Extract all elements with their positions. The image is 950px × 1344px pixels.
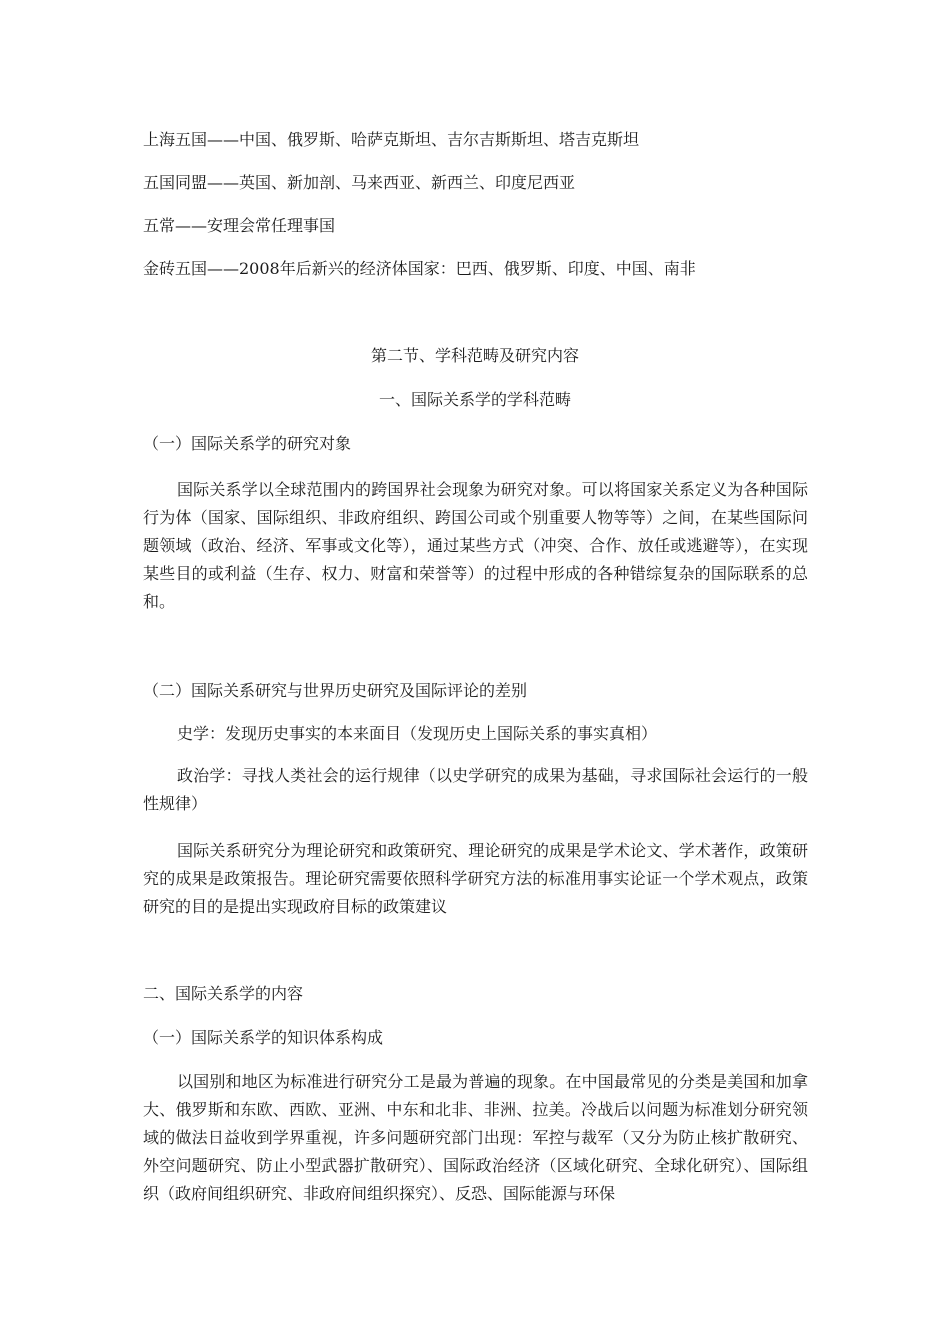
part1-title: 一、国际关系学的学科范畴 bbox=[378, 390, 571, 409]
shanghai-five-line: 上海五国——中国、俄罗斯、哈萨克斯坦、吉尔吉斯斯坦、塔吉克斯坦 bbox=[143, 130, 640, 149]
five-alliance-line: 五国同盟——英国、新加剖、马来西亚、新西兰、印度尼西亚 bbox=[143, 173, 576, 192]
part1-sub1-title: （一）国际关系学的研究对象 bbox=[143, 434, 352, 453]
part1-sub2-title: （二）国际关系研究与世界历史研究及国际评论的差别 bbox=[143, 681, 528, 700]
part1-sub1-paragraph: 国际关系学以全球范围内的跨国界社会现象为研究对象。可以将国家关系定义为各种国际行为体（国家、国际组织、非政府组织、跨国公司或个别重要人物等等）之间，在某些国际问题领域（政治、经济、军事或文化等），通过某些方式（冲突、合作、放任或逃避等），在实现某些目的或利益（生存、权力、财富和荣誉等）的过程中形成的各种错综复杂的国际联系的总和。 bbox=[143, 480, 808, 611]
part2-sub1-paragraph: 以国别和地区为标准进行研究分工是最为普遍的现象。在中国最常见的分类是美国和加拿大、俄罗斯和东欧、西欧、亚洲、中东和北非、非洲、拉美。冷战后以问题为标准划分研究领域的做法日益收到学界重视，许多问题研究部门出现：军控与裁军（又分为防止核扩散研究、外空问题研究、防止小型武器扩散研究）、国际政治经济（区域化研究、全球化研究）、国际组织（政府间组织研究、非政府间组织探究）、反恐、国际能源与环保 bbox=[143, 1072, 808, 1203]
p5-line: 五常——安理会常任理事国 bbox=[143, 216, 336, 235]
brics-line: 金砖五国——2008年后新兴的经济体国家：巴西、俄罗斯、印度、中国、南非 bbox=[143, 259, 696, 278]
history-line: 史学：发现历史事实的本来面目（发现历史上国际关系的事实真相） bbox=[177, 724, 658, 743]
part1-sub2-paragraph: 国际关系研究分为理论研究和政策研究、理论研究的成果是学术论文、学术著作，政策研究的成果是政策报告。理论研究需要依照科学研究方法的标准用事实论证一个学术观点，政策研究的目的是提出实现政府目标的政策建议 bbox=[143, 841, 808, 916]
part2-title: 二、国际关系学的内容 bbox=[143, 984, 304, 1003]
politics-paragraph: 政治学：寻找人类社会的运行规律（以史学研究的成果为基础，寻求国际社会运行的一般性规律） bbox=[143, 766, 808, 813]
part2-sub1-title: （一）国际关系学的知识体系构成 bbox=[143, 1028, 384, 1047]
section-title: 第二节、学科范畴及研究内容 bbox=[370, 346, 579, 365]
